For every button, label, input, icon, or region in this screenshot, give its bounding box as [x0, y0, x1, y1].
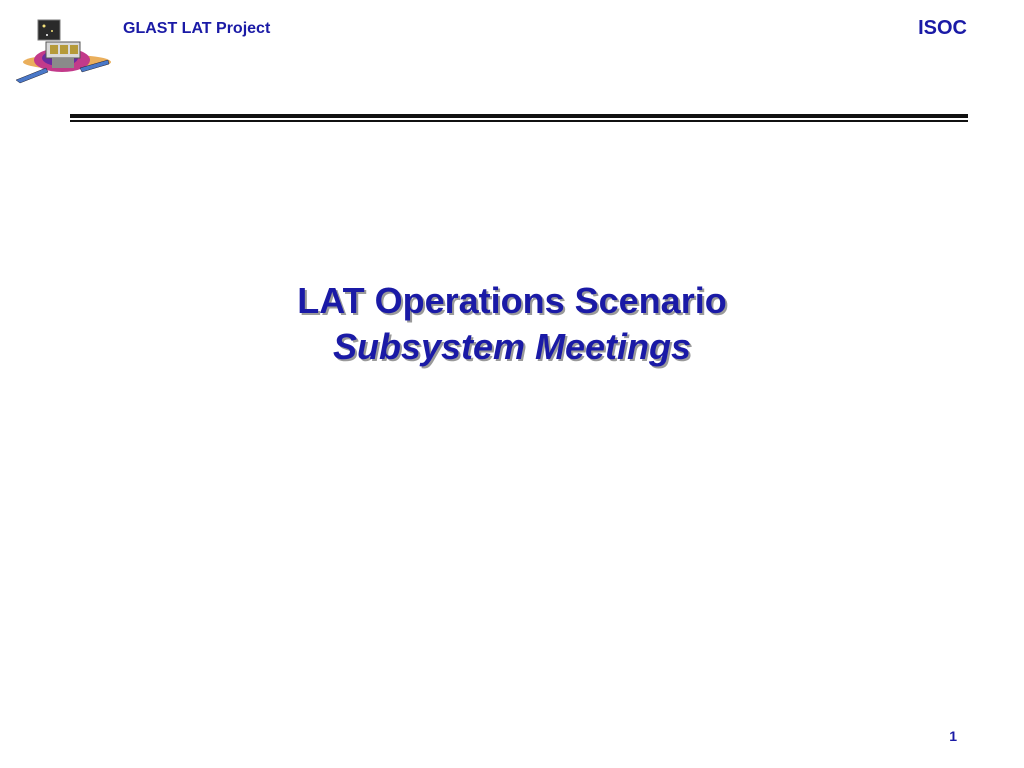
- project-label: GLAST LAT Project: [123, 20, 271, 37]
- slide-title: LAT Operations Scenario: [297, 280, 727, 321]
- slide-subtitle: Subsystem Meetings: [332, 326, 692, 367]
- organization-label: ISOC: [918, 17, 967, 39]
- header-divider-thin: [70, 120, 968, 122]
- page-number: 1: [949, 728, 957, 744]
- header-divider-thick: [70, 114, 968, 118]
- title-block: [0, 278, 1024, 370]
- glast-satellite-logo-icon: [12, 16, 112, 86]
